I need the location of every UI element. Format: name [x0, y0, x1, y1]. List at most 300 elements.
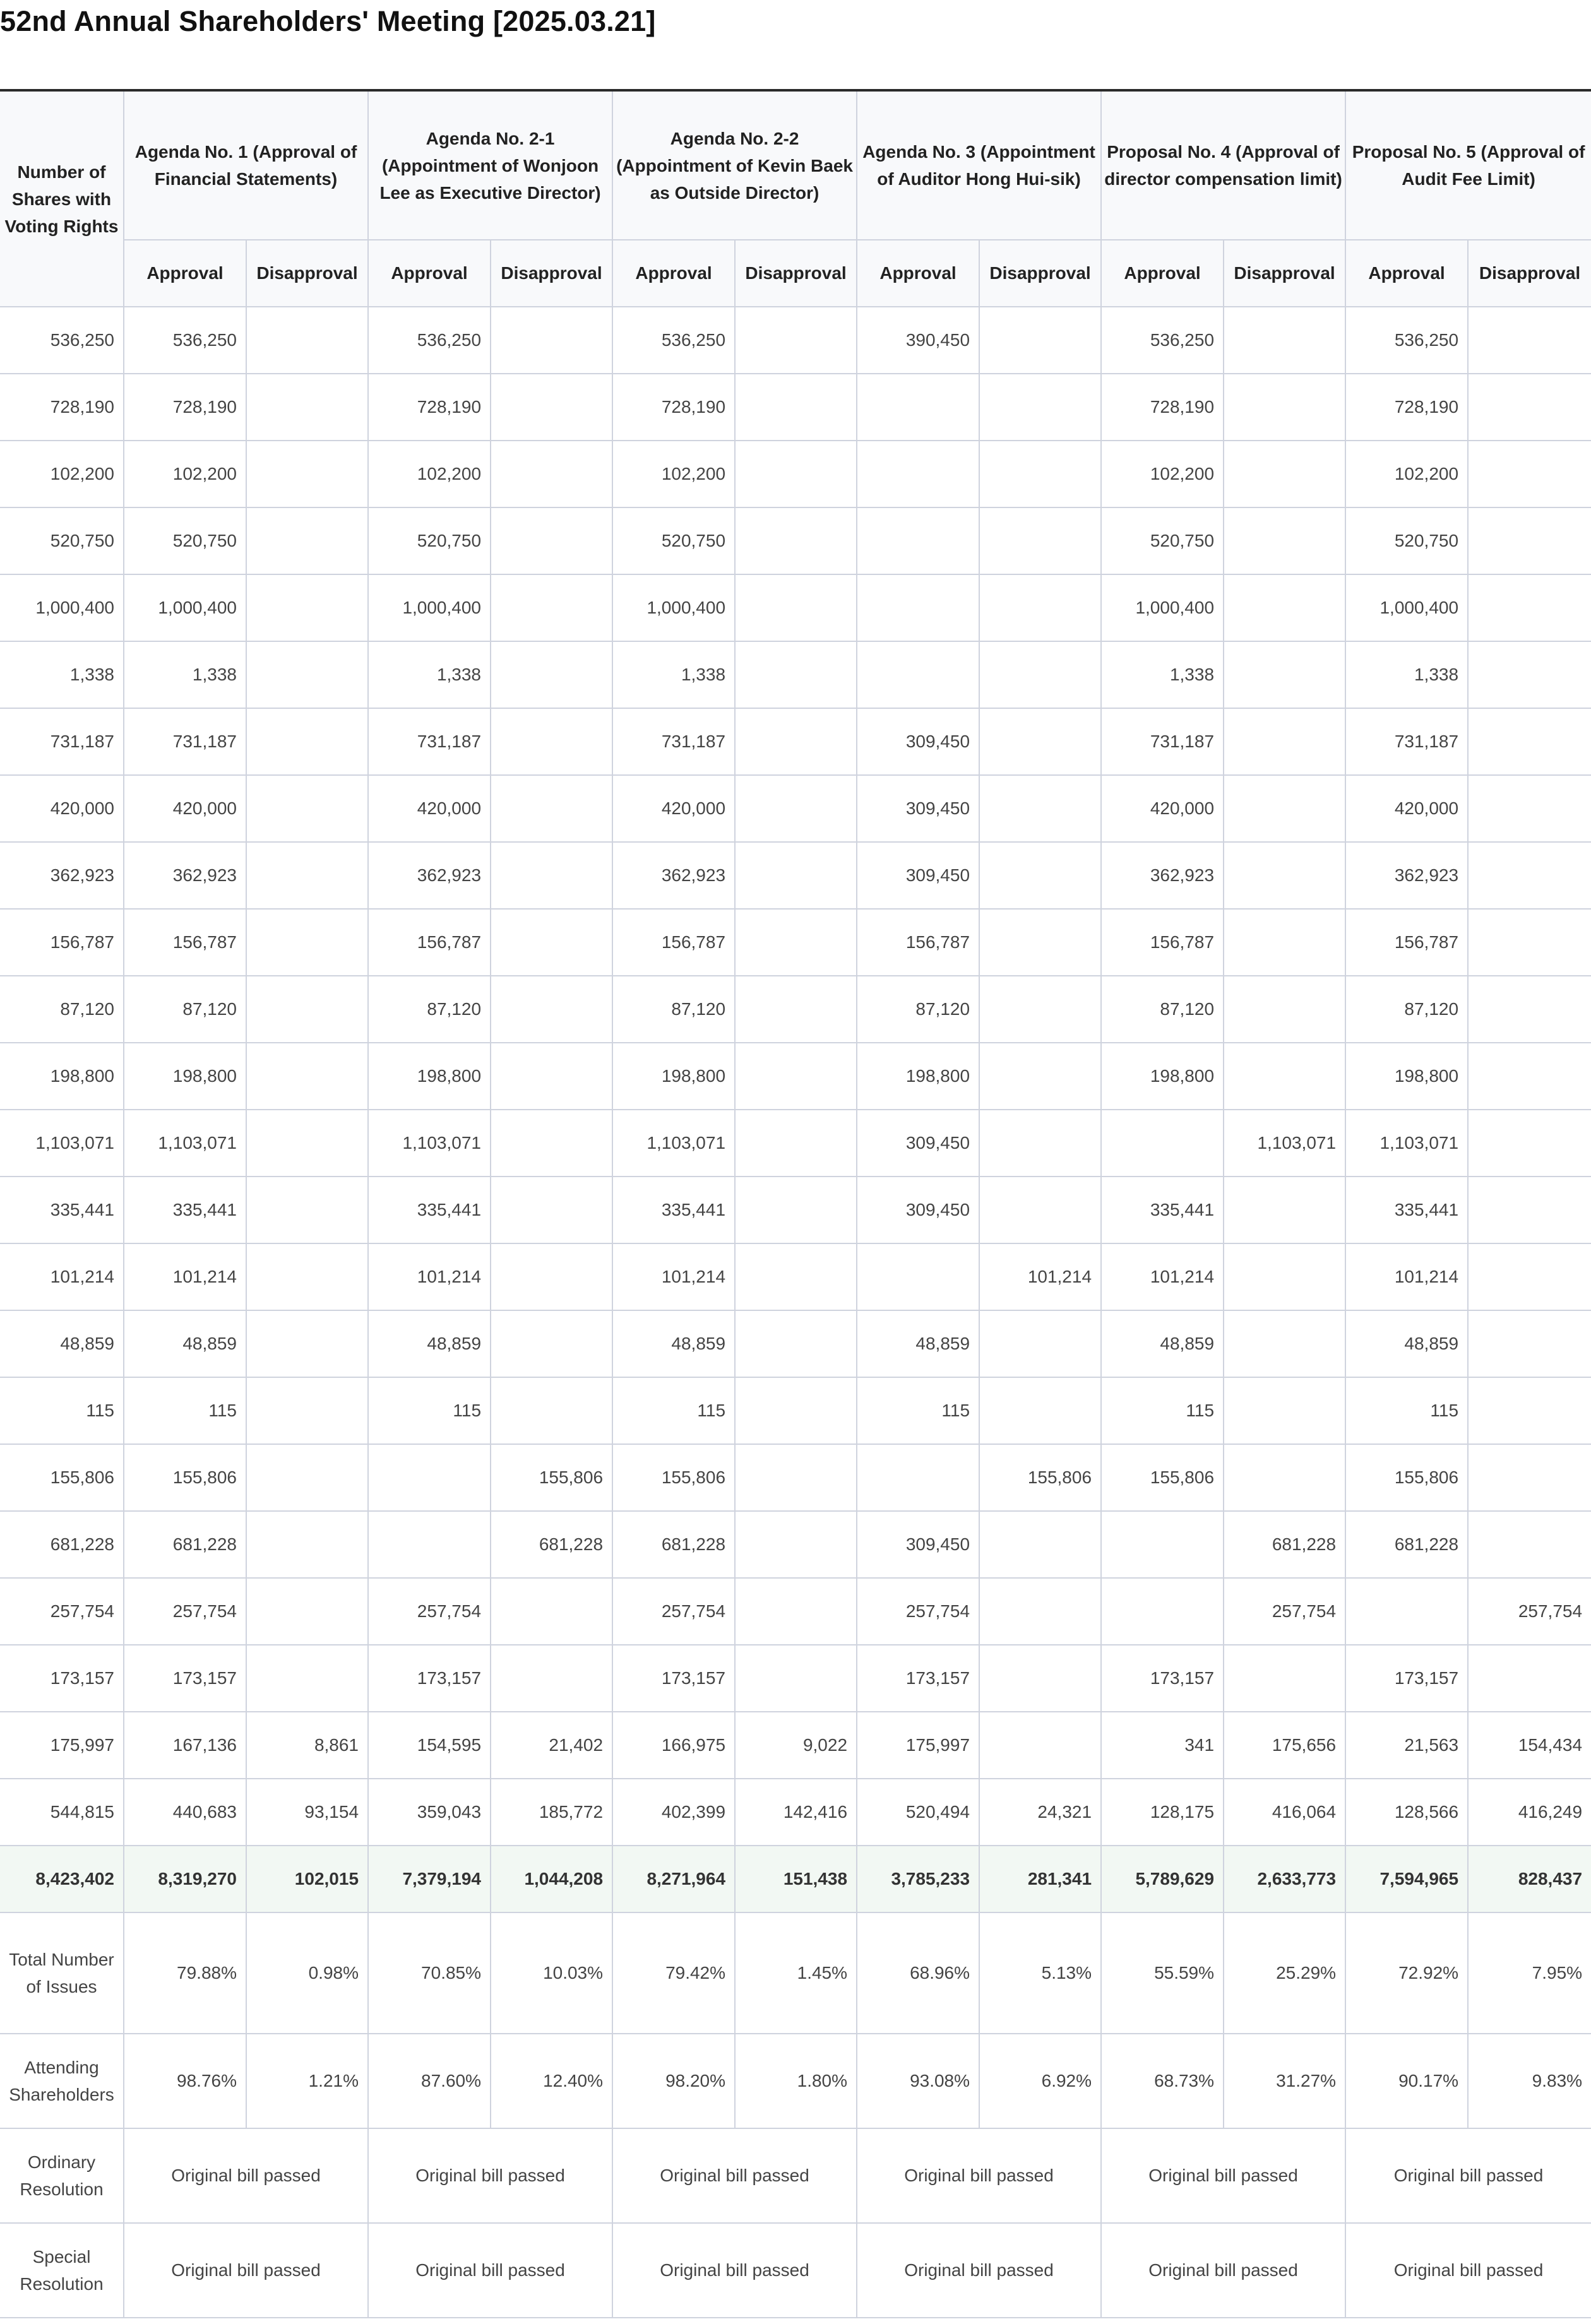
disapproval-cell [246, 1243, 368, 1310]
disapproval-cell [735, 441, 857, 507]
disapproval-header: Disapproval [979, 240, 1101, 307]
approval-cell: 198,800 [612, 1043, 735, 1110]
resolution-result: Original bill passed [612, 2223, 857, 2318]
disapproval-cell [491, 976, 612, 1043]
approval-cell: 166,975 [612, 1712, 735, 1779]
approval-cell: 156,787 [857, 909, 979, 976]
approval-cell: 155,806 [1345, 1444, 1468, 1511]
approval-header: Approval [612, 240, 735, 307]
approval-cell: 102,200 [612, 441, 735, 507]
approval-cell [857, 441, 979, 507]
resolution-result: Original bill passed [1345, 2128, 1591, 2223]
disapproval-cell: 21,402 [491, 1712, 612, 1779]
approval-cell: 1,000,400 [1101, 574, 1224, 641]
approval-cell: 101,214 [368, 1243, 491, 1310]
disapproval-cell [1468, 1377, 1591, 1444]
approval-cell: 173,157 [124, 1645, 246, 1712]
disapproval-cell [979, 842, 1101, 909]
disapproval-cell [1224, 976, 1345, 1043]
rate-cell: 68.73% [1101, 2034, 1224, 2128]
shares-cell: 48,859 [0, 1310, 124, 1377]
disapproval-cell [1468, 708, 1591, 775]
shares-cell: 257,754 [0, 1578, 124, 1645]
shares-cell: 198,800 [0, 1043, 124, 1110]
special-resolution-row [0, 2223, 1591, 2318]
disapproval-cell [491, 507, 612, 574]
approval-cell: 101,214 [1101, 1243, 1224, 1310]
approval-cell: 1,000,400 [612, 574, 735, 641]
approval-cell: 1,000,400 [124, 574, 246, 641]
disapproval-cell: 154,434 [1468, 1712, 1591, 1779]
table-row [0, 909, 1591, 976]
approval-cell: 309,450 [857, 1110, 979, 1177]
row-label: Attending Shareholders [0, 2034, 124, 2128]
disapproval-header: Disapproval [735, 240, 857, 307]
approval-cell: 115 [1101, 1377, 1224, 1444]
disapproval-cell [491, 842, 612, 909]
disapproval-cell [1468, 909, 1591, 976]
disapproval-cell: 1,103,071 [1224, 1110, 1345, 1177]
approval-cell: 359,043 [368, 1779, 491, 1846]
shares-column-header: Number of Shares with Voting Rights [0, 90, 124, 307]
shares-cell: 155,806 [0, 1444, 124, 1511]
disapproval-cell [1468, 374, 1591, 441]
approval-cell: 731,187 [612, 708, 735, 775]
approval-cell: 101,214 [1345, 1243, 1468, 1310]
disapproval-cell [246, 507, 368, 574]
approval-cell: 101,214 [124, 1243, 246, 1310]
approval-cell: 440,683 [124, 1779, 246, 1846]
approval-cell: 87,120 [612, 976, 735, 1043]
disapproval-header: Disapproval [491, 240, 612, 307]
disapproval-cell [246, 1377, 368, 1444]
approval-cell: 420,000 [1345, 775, 1468, 842]
disapproval-cell [735, 307, 857, 374]
table-row [0, 708, 1591, 775]
disapproval-cell [979, 775, 1101, 842]
approval-cell: 362,923 [1101, 842, 1224, 909]
disapproval-cell [1224, 1243, 1345, 1310]
disapproval-cell [735, 842, 857, 909]
table-row [0, 1043, 1591, 1110]
table-row [0, 1645, 1591, 1712]
approval-cell: 362,923 [1345, 842, 1468, 909]
approval-cell: 48,859 [857, 1310, 979, 1377]
approval-cell: 115 [1345, 1377, 1468, 1444]
approval-cell: 728,190 [1345, 374, 1468, 441]
table-row [0, 507, 1591, 574]
disapproval-cell [491, 1578, 612, 1645]
disapproval-cell [246, 1578, 368, 1645]
approval-cell [1101, 1578, 1224, 1645]
disapproval-cell: 8,861 [246, 1712, 368, 1779]
disapproval-cell: 9,022 [735, 1712, 857, 1779]
total-cell: 5,789,629 [1101, 1846, 1224, 1912]
disapproval-cell [735, 1110, 857, 1177]
disapproval-cell [1224, 775, 1345, 842]
disapproval-cell [735, 1377, 857, 1444]
approval-cell: 198,800 [368, 1043, 491, 1110]
shares-cell: 335,441 [0, 1177, 124, 1243]
table-row [0, 976, 1591, 1043]
approval-cell: 102,200 [1101, 441, 1224, 507]
approval-header: Approval [1345, 240, 1468, 307]
approval-cell [1101, 1511, 1224, 1578]
approval-cell [857, 374, 979, 441]
rate-cell: 0.98% [246, 1912, 368, 2034]
approval-cell [857, 507, 979, 574]
disapproval-cell [246, 1043, 368, 1110]
disapproval-cell [735, 641, 857, 708]
approval-cell: 335,441 [612, 1177, 735, 1243]
disapproval-cell: 155,806 [979, 1444, 1101, 1511]
approval-cell: 1,338 [1345, 641, 1468, 708]
shares-cell: 1,338 [0, 641, 124, 708]
disapproval-cell: 93,154 [246, 1779, 368, 1846]
approval-cell: 1,338 [612, 641, 735, 708]
approval-cell: 101,214 [612, 1243, 735, 1310]
disapproval-header: Disapproval [1468, 240, 1591, 307]
approval-cell: 175,997 [857, 1712, 979, 1779]
disapproval-cell [1468, 307, 1591, 374]
table-row [0, 1310, 1591, 1377]
table-row [0, 441, 1591, 507]
disapproval-cell [491, 1110, 612, 1177]
disapproval-cell [979, 976, 1101, 1043]
disapproval-cell [979, 708, 1101, 775]
approval-cell: 198,800 [857, 1043, 979, 1110]
total-cell: 8,319,270 [124, 1846, 246, 1912]
disapproval-cell [246, 708, 368, 775]
approval-cell: 520,494 [857, 1779, 979, 1846]
disapproval-cell [1468, 641, 1591, 708]
approval-cell: 728,190 [368, 374, 491, 441]
disapproval-cell [1468, 1177, 1591, 1243]
table-row [0, 1243, 1591, 1310]
disapproval-cell [979, 1110, 1101, 1177]
approval-cell: 728,190 [124, 374, 246, 441]
approval-cell: 731,187 [1101, 708, 1224, 775]
approval-cell: 536,250 [1345, 307, 1468, 374]
approval-cell: 731,187 [124, 708, 246, 775]
disapproval-cell [979, 307, 1101, 374]
disapproval-cell [1468, 976, 1591, 1043]
disapproval-cell [491, 1310, 612, 1377]
approval-cell: 362,923 [612, 842, 735, 909]
approval-cell [1101, 1110, 1224, 1177]
disapproval-cell [979, 1310, 1101, 1377]
summary-body [0, 1846, 1591, 2318]
disapproval-cell [1468, 1310, 1591, 1377]
resolution-result: Original bill passed [857, 2128, 1101, 2223]
approval-cell: 198,800 [124, 1043, 246, 1110]
rate-cell: 98.20% [612, 2034, 735, 2128]
approval-cell: 1,103,071 [612, 1110, 735, 1177]
approval-cell: 156,787 [1345, 909, 1468, 976]
disapproval-cell [1224, 1177, 1345, 1243]
table-row [0, 842, 1591, 909]
disapproval-cell [1468, 1511, 1591, 1578]
rate-cell: 79.88% [124, 1912, 246, 2034]
disapproval-cell: 257,754 [1468, 1578, 1591, 1645]
disapproval-cell [735, 1578, 857, 1645]
approval-cell: 257,754 [857, 1578, 979, 1645]
disapproval-cell [491, 1645, 612, 1712]
disapproval-cell [1468, 441, 1591, 507]
disapproval-cell [491, 1177, 612, 1243]
voting-data-body [0, 307, 1591, 1846]
approval-cell: 335,441 [368, 1177, 491, 1243]
disapproval-cell [246, 1110, 368, 1177]
disapproval-cell [735, 775, 857, 842]
disapproval-cell: 416,064 [1224, 1779, 1345, 1846]
disapproval-cell [735, 374, 857, 441]
row-label: Total Number of Issues [0, 1912, 124, 2034]
approval-cell [857, 1243, 979, 1310]
disapproval-cell: 142,416 [735, 1779, 857, 1846]
disapproval-cell: 155,806 [491, 1444, 612, 1511]
disapproval-cell [979, 909, 1101, 976]
table-row [0, 1779, 1591, 1846]
approval-cell: 155,806 [124, 1444, 246, 1511]
rate-cell: 1.80% [735, 2034, 857, 2128]
disapproval-cell [246, 1310, 368, 1377]
table-row [0, 1177, 1591, 1243]
disapproval-cell [735, 574, 857, 641]
rate-cell: 6.92% [979, 2034, 1101, 2128]
approval-cell [368, 1511, 491, 1578]
rate-cell: 70.85% [368, 1912, 491, 2034]
disapproval-cell [491, 1243, 612, 1310]
shares-cell: 420,000 [0, 775, 124, 842]
disapproval-cell [1224, 507, 1345, 574]
shares-cell: 87,120 [0, 976, 124, 1043]
shares-cell: 156,787 [0, 909, 124, 976]
shares-cell: 362,923 [0, 842, 124, 909]
approval-cell: 128,566 [1345, 1779, 1468, 1846]
approval-cell: 341 [1101, 1712, 1224, 1779]
approval-cell: 731,187 [368, 708, 491, 775]
rate-cell: 1.21% [246, 2034, 368, 2128]
rate-cell: 72.92% [1345, 1912, 1468, 2034]
approval-cell: 48,859 [124, 1310, 246, 1377]
disapproval-cell [1468, 507, 1591, 574]
approval-cell: 48,859 [1101, 1310, 1224, 1377]
approval-cell: 1,338 [368, 641, 491, 708]
disapproval-cell [1224, 641, 1345, 708]
approval-cell: 1,000,400 [1345, 574, 1468, 641]
disapproval-cell [1468, 1444, 1591, 1511]
disapproval-cell [735, 1177, 857, 1243]
shares-cell: 536,250 [0, 307, 124, 374]
approval-cell: 173,157 [857, 1645, 979, 1712]
approval-cell: 309,450 [857, 1177, 979, 1243]
approval-cell: 102,200 [124, 441, 246, 507]
disapproval-cell [491, 775, 612, 842]
rate-cell: 31.27% [1224, 2034, 1345, 2128]
approval-cell: 536,250 [612, 307, 735, 374]
total-cell: 7,594,965 [1345, 1846, 1468, 1912]
attending-rate-row [0, 2034, 1591, 2128]
disapproval-cell [1468, 1645, 1591, 1712]
approval-cell: 48,859 [612, 1310, 735, 1377]
table-row [0, 641, 1591, 708]
disapproval-cell [979, 1511, 1101, 1578]
disapproval-cell [735, 1645, 857, 1712]
approval-header: Approval [124, 240, 246, 307]
disapproval-cell [491, 1377, 612, 1444]
disapproval-cell [1224, 441, 1345, 507]
approval-cell: 681,228 [612, 1511, 735, 1578]
shares-cell: 173,157 [0, 1645, 124, 1712]
approval-cell: 115 [857, 1377, 979, 1444]
resolution-result: Original bill passed [368, 2223, 612, 2318]
approval-cell: 309,450 [857, 775, 979, 842]
approval-cell [857, 641, 979, 708]
disapproval-cell: 101,214 [979, 1243, 1101, 1310]
approval-cell: 728,190 [1101, 374, 1224, 441]
approval-cell: 681,228 [1345, 1511, 1468, 1578]
disapproval-cell [1468, 1243, 1591, 1310]
total-cell: 2,633,773 [1224, 1846, 1345, 1912]
disapproval-cell [246, 775, 368, 842]
shares-cell: 728,190 [0, 374, 124, 441]
rate-cell: 55.59% [1101, 1912, 1224, 2034]
disapproval-cell [246, 574, 368, 641]
approval-cell: 87,120 [368, 976, 491, 1043]
disapproval-cell [735, 1243, 857, 1310]
approval-header: Approval [1101, 240, 1224, 307]
disapproval-cell [1468, 842, 1591, 909]
disapproval-cell [979, 1645, 1101, 1712]
disapproval-cell [491, 574, 612, 641]
disapproval-cell [491, 641, 612, 708]
disapproval-cell [246, 1177, 368, 1243]
table-row [0, 1444, 1591, 1511]
resolution-result: Original bill passed [124, 2128, 368, 2223]
approval-cell [1345, 1578, 1468, 1645]
page-title: 52nd Annual Shareholders' Meeting [2025.03.21] [0, 5, 656, 37]
approval-cell: 115 [368, 1377, 491, 1444]
agenda-3-header: Agenda No. 3 (Appointment of Auditor Hong Hui-sik) [857, 90, 1101, 240]
approval-cell: 402,399 [612, 1779, 735, 1846]
approval-cell: 173,157 [1345, 1645, 1468, 1712]
approval-cell: 728,190 [612, 374, 735, 441]
resolution-result: Original bill passed [612, 2128, 857, 2223]
approval-cell: 48,859 [1345, 1310, 1468, 1377]
total-cell: 828,437 [1468, 1846, 1591, 1912]
disapproval-cell [491, 708, 612, 775]
disapproval-cell [246, 976, 368, 1043]
approval-cell: 335,441 [1101, 1177, 1224, 1243]
shares-cell: 544,815 [0, 1779, 124, 1846]
disapproval-cell [979, 641, 1101, 708]
approval-cell: 1,103,071 [124, 1110, 246, 1177]
approval-cell: 681,228 [124, 1511, 246, 1578]
approval-cell: 167,136 [124, 1712, 246, 1779]
approval-cell [857, 574, 979, 641]
approval-cell: 420,000 [368, 775, 491, 842]
disapproval-cell [1224, 307, 1345, 374]
disapproval-cell [1224, 1310, 1345, 1377]
disapproval-cell [246, 842, 368, 909]
shares-cell: 175,997 [0, 1712, 124, 1779]
ordinary-resolution-row [0, 2128, 1591, 2223]
proposal-4-header: Proposal No. 4 (Approval of director compensation limit) [1101, 90, 1345, 240]
approval-cell: 257,754 [368, 1578, 491, 1645]
disapproval-cell: 416,249 [1468, 1779, 1591, 1846]
disapproval-cell [1224, 1377, 1345, 1444]
approval-cell: 309,450 [857, 708, 979, 775]
approval-cell: 420,000 [124, 775, 246, 842]
vote-type-header-row [0, 240, 1591, 307]
disapproval-cell [735, 1310, 857, 1377]
approval-cell: 362,923 [368, 842, 491, 909]
approval-cell: 87,120 [1345, 976, 1468, 1043]
disapproval-header: Disapproval [246, 240, 368, 307]
disapproval-cell: 24,321 [979, 1779, 1101, 1846]
approval-cell: 309,450 [857, 842, 979, 909]
resolution-result: Original bill passed [1101, 2128, 1345, 2223]
agenda-2-1-header: Agenda No. 2-1 (Appointment of Wonjoon Lee as Executive Director) [368, 90, 612, 240]
shares-cell: 101,214 [0, 1243, 124, 1310]
approval-cell: 1,000,400 [368, 574, 491, 641]
approval-cell: 257,754 [124, 1578, 246, 1645]
approval-cell: 198,800 [1345, 1043, 1468, 1110]
rate-cell: 68.96% [857, 1912, 979, 2034]
approval-cell: 102,200 [368, 441, 491, 507]
agenda-1-header: Agenda No. 1 (Approval of Financial Statements) [124, 90, 368, 240]
rate-cell: 9.83% [1468, 2034, 1591, 2128]
total-cell: 7,379,194 [368, 1846, 491, 1912]
disapproval-cell [979, 1712, 1101, 1779]
total-row [0, 1846, 1591, 1912]
total-cell: 1,044,208 [491, 1846, 612, 1912]
rate-cell: 12.40% [491, 2034, 612, 2128]
disapproval-cell [1468, 1043, 1591, 1110]
voting-results-table [0, 89, 1591, 2318]
disapproval-cell [735, 1444, 857, 1511]
disapproval-cell [979, 1377, 1101, 1444]
disapproval-cell [1468, 1110, 1591, 1177]
total-cell: 3,785,233 [857, 1846, 979, 1912]
rate-cell: 5.13% [979, 1912, 1101, 2034]
approval-cell: 731,187 [1345, 708, 1468, 775]
approval-cell: 87,120 [1101, 976, 1224, 1043]
disapproval-cell [1224, 1444, 1345, 1511]
disapproval-cell [246, 909, 368, 976]
total-issues-rate-row [0, 1912, 1591, 2034]
table-row [0, 574, 1591, 641]
disapproval-cell [979, 374, 1101, 441]
approval-cell: 520,750 [124, 507, 246, 574]
table-row [0, 1578, 1591, 1645]
rate-cell: 7.95% [1468, 1912, 1591, 2034]
disapproval-cell [1224, 708, 1345, 775]
approval-cell: 257,754 [612, 1578, 735, 1645]
disapproval-cell [1224, 1645, 1345, 1712]
approval-cell: 156,787 [1101, 909, 1224, 976]
approval-cell: 390,450 [857, 307, 979, 374]
proposal-5-header: Proposal No. 5 (Approval of Audit Fee Limit) [1345, 90, 1591, 240]
disapproval-cell [246, 1645, 368, 1712]
disapproval-cell [491, 1043, 612, 1110]
total-cell: 281,341 [979, 1846, 1101, 1912]
disapproval-cell [1224, 1043, 1345, 1110]
approval-cell: 102,200 [1345, 441, 1468, 507]
approval-cell: 156,787 [612, 909, 735, 976]
approval-cell: 173,157 [612, 1645, 735, 1712]
